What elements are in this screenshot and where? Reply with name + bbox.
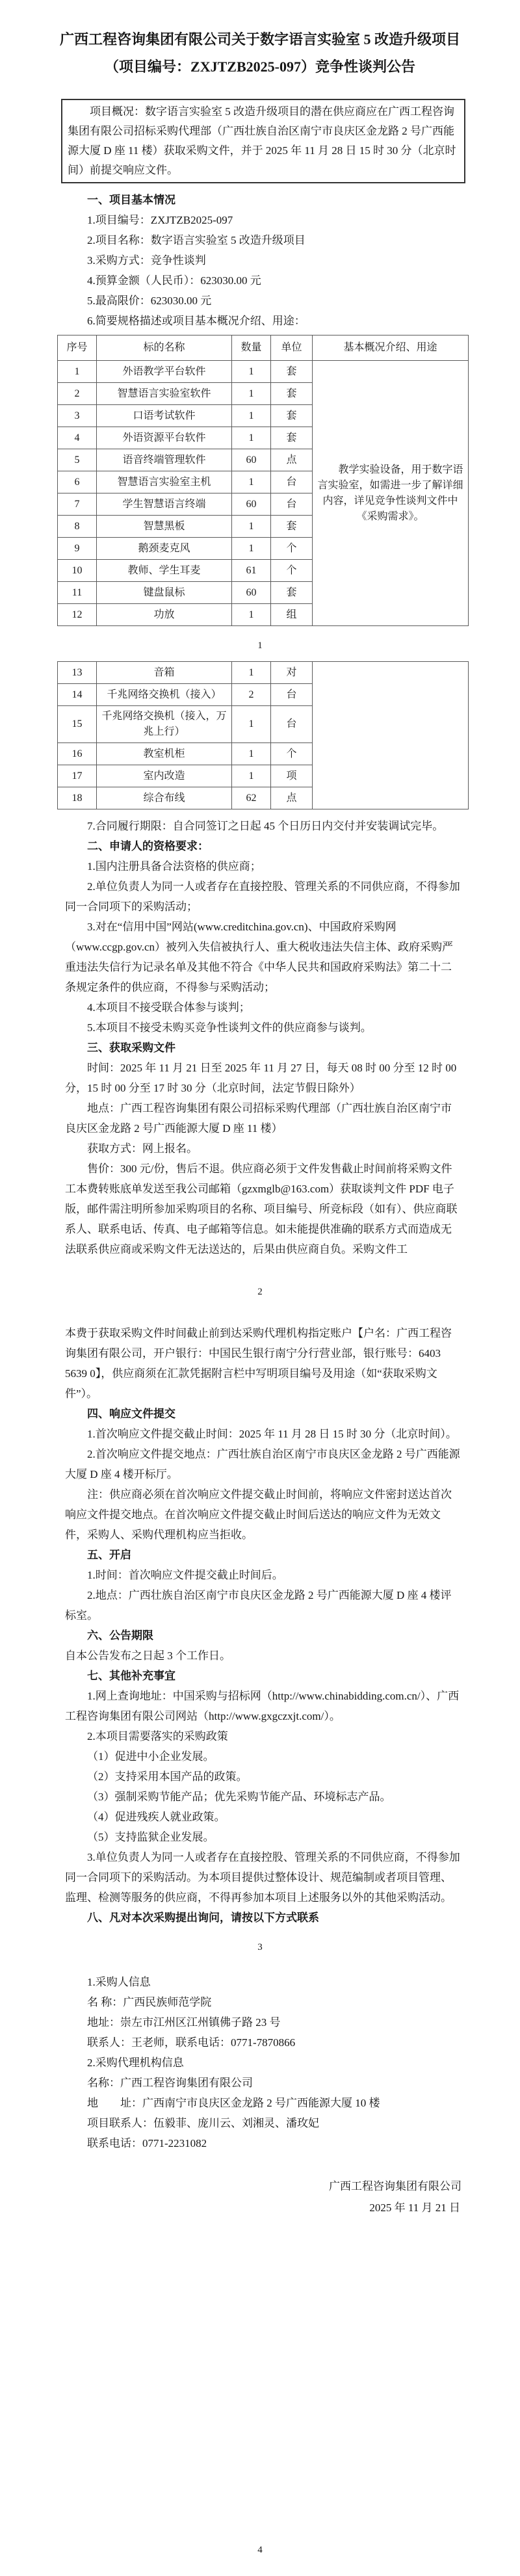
cell-qty: 1 bbox=[232, 662, 271, 684]
table-header-row bbox=[58, 335, 469, 361]
policy-sub-4: （4）促进残疾人就业政策。 bbox=[87, 1811, 226, 1823]
project-overview-box bbox=[61, 99, 465, 183]
section-heading-qualification: 二、申请人的资格要求： bbox=[87, 840, 209, 852]
doc-body bbox=[0, 99, 520, 626]
cell-unit: 套 bbox=[271, 361, 313, 383]
item-spec-intro: 6.简要规格描述或项目基本概况介绍、用途： bbox=[87, 315, 306, 327]
obtain-time: 时间：2025 年 11 月 21 日至 2025 年 11 月 27 日，每天 08 时 00 分至 12 时 00 分，15 时 00 分至 17 时 30 分（北京时间，法定节假日除外） bbox=[65, 1062, 457, 1094]
cell-no: 17 bbox=[58, 765, 97, 787]
cell-no: 14 bbox=[58, 684, 97, 706]
cell-name: 教师、学生耳麦 bbox=[97, 560, 232, 582]
cell-name: 综合布线 bbox=[97, 787, 232, 809]
section-heading-basic-info: 一、项目基本情况 bbox=[87, 194, 176, 206]
header-qty: 数量 bbox=[232, 335, 271, 361]
item-project-name: 2.项目名称：数字语言实验室 5 改造升级项目 bbox=[87, 234, 306, 246]
announcement-period-body: 自本公告发布之日起 3 个工作日。 bbox=[65, 1649, 231, 1662]
cell-name: 外语资源平台软件 bbox=[97, 427, 232, 449]
agent-name: 名称：广西工程咨询集团有限公司 bbox=[87, 2077, 253, 2089]
cell-unit: 套 bbox=[271, 427, 313, 449]
doc-title-line1: 广西工程咨询集团有限公司关于数字语言实验室 5 改造升级项目 bbox=[59, 31, 460, 47]
cell-no: 9 bbox=[58, 538, 97, 560]
cell-no: 3 bbox=[58, 405, 97, 427]
spec-table-part1 bbox=[57, 335, 469, 626]
item-price-ceiling: 5.最高限价：623030.00 元 bbox=[87, 295, 212, 307]
cell-qty: 1 bbox=[232, 516, 271, 538]
table-row bbox=[58, 361, 469, 383]
item-project-number: 1.项目编号：ZXJTZB2025-097 bbox=[87, 214, 233, 226]
agent-address: 地 址：广西南宁市良庆区金龙路 2 号广西能源大厦 10 楼 bbox=[87, 2097, 380, 2109]
project-overview-text: 项目概况：数字语言实验室 5 改造升级项目的潜在供应商应在广西工程咨询集团有限公司招标采购代理部（广西壮族自治区南宁市良庆区金龙路 2 号广西能源大厦 D 座 11 楼）获取采购文件，并于 2025 年 11 月 28 日 15 时 30 分（北京时间）前提交响应文件。 bbox=[68, 105, 456, 176]
item-contract-term: 7.合同履行期限：自合同签订之日起 45 个日历日内交付并安装调试完毕。 bbox=[87, 820, 444, 832]
item-procurement-method: 3.采购方式：竞争性谈判 bbox=[87, 254, 206, 267]
section-heading-contact: 八、凡对本次采购提出询问，请按以下方式联系 bbox=[87, 1912, 319, 1924]
signature-block bbox=[65, 2175, 462, 2218]
cell-qty: 1 bbox=[232, 743, 271, 765]
table-row bbox=[58, 662, 469, 684]
section-heading-response-submission: 四、响应文件提交 bbox=[87, 1408, 176, 1420]
doc-body-page3 bbox=[0, 1323, 520, 1928]
cell-no: 4 bbox=[58, 427, 97, 449]
cell-unit: 台 bbox=[271, 684, 313, 706]
cell-qty: 2 bbox=[232, 684, 271, 706]
cell-no: 13 bbox=[58, 662, 97, 684]
policy-sub-5: （5）支持监狱企业发展。 bbox=[87, 1831, 214, 1843]
cell-name: 音箱 bbox=[97, 662, 232, 684]
qualification-item-1: 1.国内注册具备合法资格的供应商； bbox=[87, 860, 261, 873]
cell-qty: 1 bbox=[232, 706, 271, 743]
cell-unit: 组 bbox=[271, 604, 313, 626]
other-item-policy: 2.本项目需要落实的采购政策 bbox=[87, 1730, 228, 1742]
cell-no: 18 bbox=[58, 787, 97, 809]
cell-qty: 60 bbox=[232, 449, 271, 471]
section-heading-opening: 五、开启 bbox=[87, 1549, 131, 1561]
cell-unit: 台 bbox=[271, 706, 313, 743]
cell-no: 5 bbox=[58, 449, 97, 471]
policy-sub-2: （2）支持采用本国产品的政策。 bbox=[87, 1770, 248, 1783]
cell-no: 1 bbox=[58, 361, 97, 383]
cell-unit: 个 bbox=[271, 538, 313, 560]
cell-no: 12 bbox=[58, 604, 97, 626]
cell-no: 16 bbox=[58, 743, 97, 765]
signature-company: 广西工程咨询集团有限公司 bbox=[329, 2180, 462, 2192]
cell-no: 10 bbox=[58, 560, 97, 582]
agent-info-title: 2.采购代理机构信息 bbox=[87, 2057, 184, 2069]
cell-name: 口语考试软件 bbox=[97, 405, 232, 427]
obtain-place: 地点：广西工程咨询集团有限公司招标采购代理部（广西壮族自治区南宁市良庆区金龙路 2 号广西能源大厦 D 座 11 楼） bbox=[65, 1102, 452, 1135]
cell-unit: 个 bbox=[271, 560, 313, 582]
submission-place: 2.首次响应文件提交地点：广西壮族自治区南宁市良庆区金龙路 2 号广西能源大厦 D 座 4 楼开标厅。 bbox=[65, 1448, 460, 1480]
signature-date: 2025 年 11 月 21 日 bbox=[369, 2201, 460, 2214]
qualification-item-4: 4.本项目不接受联合体参与谈判； bbox=[87, 1001, 250, 1014]
doc-body-page4 bbox=[0, 1972, 520, 2218]
cell-name: 外语教学平台软件 bbox=[97, 361, 232, 383]
opening-place: 2.地点：广西壮族自治区南宁市良庆区金龙路 2 号广西能源大厦 D 座 4 楼评标室。 bbox=[65, 1589, 452, 1622]
cell-qty: 1 bbox=[232, 765, 271, 787]
page-number-1: 1 bbox=[257, 640, 263, 651]
qualification-item-3: 3.对在“信用中国”网站(www.creditchina.gov.cn)、中国政府采购网（www.ccgp.gov.cn）被列入失信被执行人、重大税收违法失信主体、政府采购严重违法失信行为记录名单及其他不符合《中华人民共和国政府采购法》第二十二条规定条件的供应商，不得参与采购活动； bbox=[65, 921, 454, 993]
cell-unit: 项 bbox=[271, 765, 313, 787]
cell-qty: 61 bbox=[232, 560, 271, 582]
doc-title-line2: （项目编号：ZXJTZB2025-097）竞争性谈判公告 bbox=[105, 59, 415, 75]
cell-qty: 1 bbox=[232, 383, 271, 405]
cell-unit: 对 bbox=[271, 662, 313, 684]
agent-phone: 联系电话：0771-2231082 bbox=[87, 2137, 207, 2149]
header-usage: 基本概况介绍、用途 bbox=[313, 335, 469, 361]
header-item-name: 标的名称 bbox=[97, 335, 232, 361]
cell-qty: 60 bbox=[232, 493, 271, 516]
cell-name: 智慧语言实验室主机 bbox=[97, 471, 232, 493]
cell-usage-note: 教学实验设备，用于数字语言实验室，如需进一步了解详细内容，详见竞争性谈判文件中《采购需求》。 bbox=[313, 361, 469, 626]
header-seq: 序号 bbox=[58, 335, 97, 361]
other-item-restriction: 3.单位负责人为同一人或者存在直接控股、管理关系的不同供应商，不得参加同一合同项下的采购活动。为本项目提供过整体设计、规范编制或者项目管理、监理、检测等服务的供应商，不得再参加本项目上述服务以外的其他采购活动。 bbox=[65, 1851, 460, 1904]
cell-unit: 点 bbox=[271, 449, 313, 471]
cell-name: 智慧黑板 bbox=[97, 516, 232, 538]
cell-no: 11 bbox=[58, 582, 97, 604]
qualification-item-2: 2.单位负责人为同一人或者存在直接控股、管理关系的不同供应商，不得参加同一合同项下的采购活动； bbox=[65, 880, 460, 913]
submission-note: 注：供应商必须在首次响应文件提交截止时间前，将响应文件密封送达首次响应文件提交地点。在首次响应文件提交截止时间后送达的响应文件为无效文件，采购人、采购代理机构应当拒收。 bbox=[65, 1488, 452, 1541]
cell-unit: 个 bbox=[271, 743, 313, 765]
doc-title bbox=[36, 26, 484, 81]
page-number-2: 2 bbox=[257, 1287, 263, 1297]
buyer-info-title: 1.采购人信息 bbox=[87, 1976, 151, 1988]
policy-sub-1: （1）促进中小企业发展。 bbox=[87, 1750, 214, 1763]
cell-qty: 1 bbox=[232, 405, 271, 427]
spec-table-part2 bbox=[57, 661, 469, 809]
cell-name: 键盘鼠标 bbox=[97, 582, 232, 604]
qualification-item-5: 5.本项目不接受未购买竞争性谈判文件的供应商参与谈判。 bbox=[87, 1021, 372, 1034]
agent-contact: 项目联系人：伍毅菲、庞川云、刘湘灵、潘玫妃 bbox=[87, 2117, 319, 2129]
cell-name: 千兆网络交换机（接入，万兆上行） bbox=[97, 706, 232, 743]
cell-unit: 套 bbox=[271, 582, 313, 604]
cell-unit: 套 bbox=[271, 383, 313, 405]
cell-name: 语音终端管理软件 bbox=[97, 449, 232, 471]
cell-name: 教室机柜 bbox=[97, 743, 232, 765]
cell-qty: 60 bbox=[232, 582, 271, 604]
cell-usage-note-empty bbox=[313, 662, 469, 809]
cell-name: 功放 bbox=[97, 604, 232, 626]
cell-qty: 1 bbox=[232, 604, 271, 626]
cell-no: 2 bbox=[58, 383, 97, 405]
policy-sub-3: （3）强制采购节能产品；优先采购节能产品、环境标志产品。 bbox=[87, 1791, 391, 1803]
cell-qty: 1 bbox=[232, 427, 271, 449]
item-budget-amount: 4.预算金额（人民币）：623030.00 元 bbox=[87, 274, 261, 287]
cell-unit: 点 bbox=[271, 787, 313, 809]
cell-name: 室内改造 bbox=[97, 765, 232, 787]
cell-qty: 1 bbox=[232, 538, 271, 560]
header-unit: 单位 bbox=[271, 335, 313, 361]
opening-time: 1.时间：首次响应文件提交截止时间后。 bbox=[87, 1569, 283, 1581]
cell-name: 鹅颈麦克风 bbox=[97, 538, 232, 560]
buyer-address: 地址：崇左市江州区江州镇佛子路 23 号 bbox=[87, 2016, 281, 2029]
obtain-method: 获取方式：网上报名。 bbox=[87, 1142, 198, 1155]
page-number-4: 4 bbox=[257, 2545, 263, 2555]
cell-qty: 1 bbox=[232, 361, 271, 383]
other-item-query-address: 1.网上查询地址：中国采购与招标网（http://www.chinabidding.com.cn/）、广西工程咨询集团有限公司网站（http://www.gxgczxjt.com/）。 bbox=[65, 1690, 460, 1722]
buyer-contact: 联系人：王老师，联系电话：0771-7870866 bbox=[87, 2036, 296, 2049]
cell-unit: 台 bbox=[271, 493, 313, 516]
section-heading-other-matters: 七、其他补充事宜 bbox=[87, 1670, 176, 1682]
cell-unit: 套 bbox=[271, 516, 313, 538]
cell-no: 15 bbox=[58, 706, 97, 743]
cell-name: 学生智慧语言终端 bbox=[97, 493, 232, 516]
cell-no: 8 bbox=[58, 516, 97, 538]
buyer-name: 名 称：广西民族师范学院 bbox=[87, 1996, 212, 2008]
cell-qty: 1 bbox=[232, 471, 271, 493]
cell-no: 7 bbox=[58, 493, 97, 516]
obtain-price-part1: 售价：300 元/份，售后不退。供应商必须于文件发售截止时间前将采购文件工本费转账底单发送至我公司邮箱（gzxmglb@163.com）获取谈判文件 PDF 电子版，邮件需注明所参加采购项目的名称、项目编号、所竞标段（如有）、供应商联系人、联系电话、传真、电子邮箱等信息。如未能提供准确的联系方式而造成无法联系供应商或采购文件无法送达的，后果由供应商自负。采购文件工 bbox=[65, 1163, 458, 1255]
section-heading-obtain-documents: 三、获取采购文件 bbox=[87, 1042, 176, 1054]
submission-deadline: 1.首次响应文件提交截止时间：2025 年 11 月 28 日 15 时 30 分（北京时间）。 bbox=[87, 1428, 457, 1440]
obtain-price-part2: 本费于获取采购文件时间截止前到达采购代理机构指定账户【户名：广西工程咨询集团有限公司，开户银行：中国民生银行南宁分行营业部，银行账号：6403 5639 0】，供应商须在汇款凭据附言栏中写明项目编号及用途（如“获取采购文件”）。 bbox=[65, 1327, 452, 1400]
cell-qty: 62 bbox=[232, 787, 271, 809]
page-number-3: 3 bbox=[257, 1942, 263, 1952]
cell-name: 千兆网络交换机（接入） bbox=[97, 684, 232, 706]
cell-no: 6 bbox=[58, 471, 97, 493]
cell-unit: 套 bbox=[271, 405, 313, 427]
cell-unit: 台 bbox=[271, 471, 313, 493]
cell-name: 智慧语言实验室软件 bbox=[97, 383, 232, 405]
doc-body-page2 bbox=[0, 661, 520, 1259]
section-heading-announcement-period: 六、公告期限 bbox=[87, 1629, 153, 1642]
